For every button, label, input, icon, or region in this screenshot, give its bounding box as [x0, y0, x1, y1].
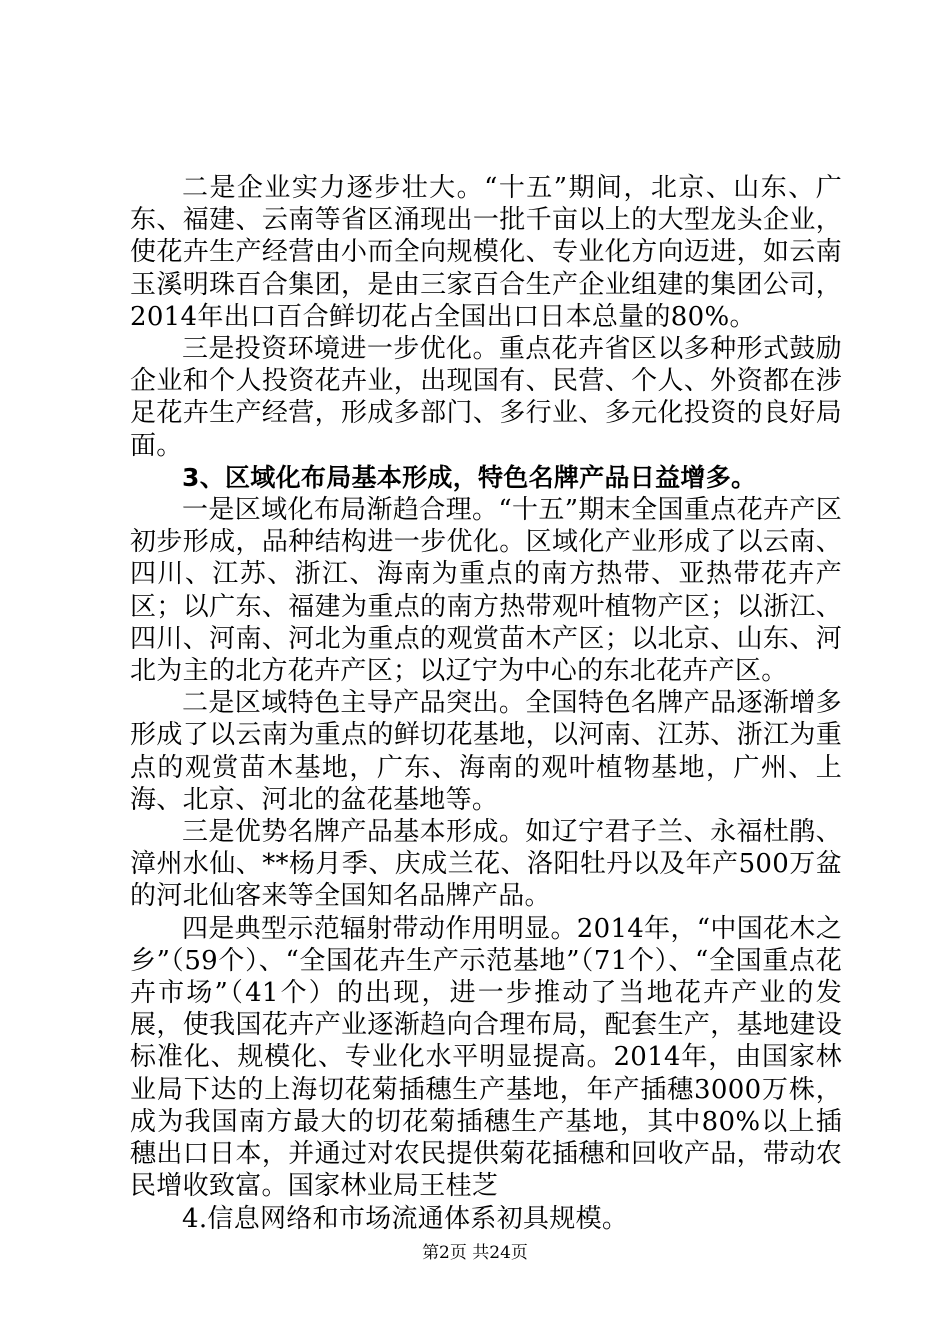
paragraph-regional-products: 二是区域特色主导产品突出。全国特色名牌产品逐渐增多形成了以云南为重点的鲜切花基地，以河南、江苏、浙江为重点的观赏苗木基地，广东、海南的观叶植物基地，广州、上海、北京、河北的盆花基地等。 [130, 688, 842, 815]
section-heading-regional-layout: 3、区域化布局基本形成，特色名牌产品日益增多。 [182, 462, 757, 492]
paragraph-regional-layout: 一是区域化布局渐趋合理。“十五”期末全国重点花卉产区初步形成，品种结构进一步优化。区域化产业形成了以云南、四川、江苏、浙江、海南为重点的南方热带、亚热带花卉产区；以广东、福建为重点的南方热带观叶植物产区；以浙江、四川、河南、河北为重点的观赏苗木产区；以北京、山东、河北为主的北方花卉产区；以辽宁为中心的东北花卉产区。 [130, 495, 842, 687]
page-number-footer: 第2页 共24页 [422, 1243, 528, 1263]
paragraph-enterprise-strength: 二是企业实力逐步壮大。“十五”期间，北京、山东、广东、福建、云南等省区涌现出一批千亩以上的大型龙头企业，使花卉生产经营由小而全向规模化、专业化方向迈进，如云南玉溪明珠百合集团，是由三家百合生产企业组建的集团公司，2014年出口百合鲜切花占全国出口日本总量的80%。 [130, 173, 842, 332]
paragraph-information-network: 4.信息网络和市场流通体系初具规模。 [182, 1203, 629, 1234]
document-body [130, 172, 842, 1235]
paragraph-investment-environment: 三是投资环境进一步优化。重点花卉省区以多种形式鼓励企业和个人投资花卉业，出现国有、民营、个人、外资都在涉足花卉生产经营，形成多部门、多行业、多元化投资的良好局面。 [130, 334, 842, 461]
paragraph-demonstration-effect: 四是典型示范辐射带动作用明显。2014年，“中国花木之乡”（59个）、“全国花卉生产示范基地”（71个）、“全国重点花卉市场”（41个）的出现，进一步推动了当地花卉产业的发展，使我国花卉产业逐渐趋向合理布局，配套生产，基地建设标准化、规模化、专业化水平明显提高。2014年，由国家林业局下达的上海切花菊插穗生产基地，年产插穗3000万株，成为我国南方最大的切花菊插穗生产基地，其中80%以上插穗出口日本，并通过对农民提供菊花插穗和回收产品，带动农民增收致富。国家林业局王桂芝 [130, 913, 842, 1202]
paragraph-brand-products: 三是优势名牌产品基本形成。如辽宁君子兰、永福杜鹃、漳州水仙、**杨月季、庆成兰花、洛阳牡丹以及年产500万盆的河北仙客来等全国知名品牌产品。 [130, 817, 842, 912]
